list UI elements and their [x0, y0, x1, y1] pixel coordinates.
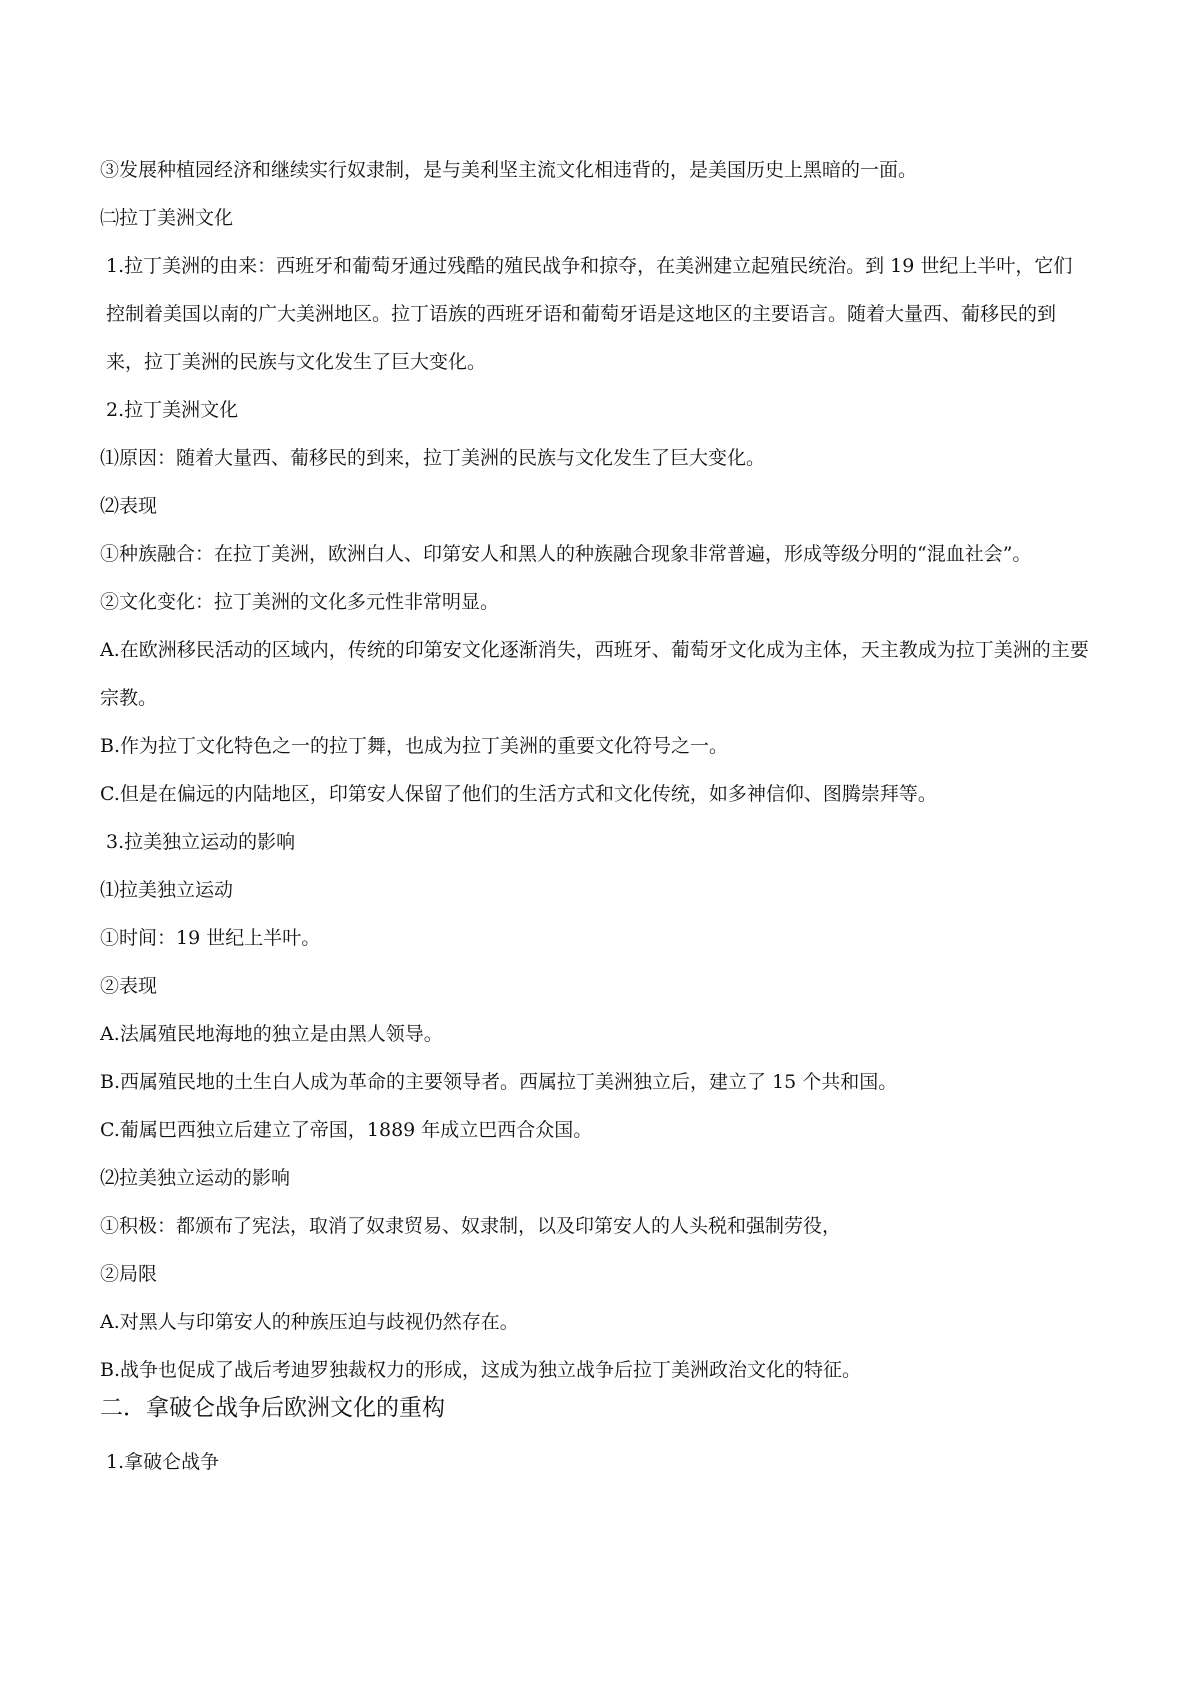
paragraph-cultural-change: ②文化变化：拉丁美洲的文化多元性非常明显。 [100, 591, 500, 613]
subheading-latin-american-culture: 2.拉丁美洲文化 [106, 399, 239, 421]
paragraph-point-a-european-migration: A.在欧洲移民活动的区域内，传统的印第安文化逐渐消失，西班牙、葡萄牙文化成为主体，天主教成为拉丁美洲的主要宗教。 [100, 639, 1089, 709]
subheading-independence-impact: 3.拉美独立运动的影响 [106, 831, 296, 853]
paragraph-point-a-racial-oppression: A.对黑人与印第安人的种族压迫与歧视仍然存在。 [100, 1311, 519, 1333]
paragraph-manifestation-label-2: ②表现 [100, 975, 158, 997]
paragraph-point-b-spanish-colonies: B.西属殖民地的土生白人成为革命的主要领导者。西属拉丁美洲独立后，建立了 15 个共和国。 [100, 1071, 898, 1093]
paragraph-independence-movement: ⑴拉美独立运动 [100, 879, 234, 901]
paragraph-independence-impact: ⑵拉美独立运动的影响 [100, 1167, 291, 1189]
document-body [100, 146, 1090, 1486]
paragraph-slavery-dark-side: ③发展种植园经济和继续实行奴隶制，是与美利坚主流文化相违背的，是美国历史上黑暗的一面。 [100, 159, 918, 181]
paragraph-cause: ⑴原因：随着大量西、葡移民的到来，拉丁美洲的民族与文化发生了巨大变化。 [100, 447, 766, 469]
paragraph-racial-fusion: ①种族融合：在拉丁美洲，欧洲白人、印第安人和黑人的种族融合现象非常普遍，形成等级分明的“混血社会”。 [100, 543, 1032, 565]
paragraph-manifestation-label: ⑵表现 [100, 495, 158, 517]
paragraph-point-c-brazil: C.葡属巴西独立后建立了帝国，1889 年成立巴西合众国。 [100, 1119, 593, 1141]
paragraph-time: ①时间：19 世纪上半叶。 [100, 927, 321, 949]
subheading-napoleonic-wars: 1.拿破仑战争 [106, 1451, 220, 1473]
heading-latin-american-culture: ㈡拉丁美洲文化 [100, 207, 234, 229]
paragraph-point-c-indigenous-traditions: C.但是在偏远的内陆地区，印第安人保留了他们的生活方式和文化传统，如多神信仰、图腾崇拜等。 [100, 783, 937, 805]
paragraph-point-b-caudillo: B.战争也促成了战后考迪罗独裁权力的形成，这成为独立战争后拉丁美洲政治文化的特征。 [100, 1359, 862, 1381]
paragraph-origin-latin-america: 1.拉丁美洲的由来：西班牙和葡萄牙通过残酷的殖民战争和掠夺，在美洲建立起殖民统治。到 19 世纪上半叶，它们控制着美国以南的广大美洲地区。拉丁语族的西班牙语和葡萄牙语是这地区的主要语言。随着大量西、葡移民的到来，拉丁美洲的民族与文化发生了巨大变化。 [106, 255, 1073, 373]
section-heading-post-napoleonic-europe: 二．拿破仑战争后欧洲文化的重构 [100, 1395, 445, 1421]
paragraph-point-a-haiti: A.法属殖民地海地的独立是由黑人领导。 [100, 1023, 443, 1045]
paragraph-positive: ①积极：都颁布了宪法，取消了奴隶贸易、奴隶制，以及印第安人的人头税和强制劳役， [100, 1215, 842, 1237]
paragraph-point-b-latin-dance: B.作为拉丁文化特色之一的拉丁舞，也成为拉丁美洲的重要文化符号之一。 [100, 735, 729, 757]
paragraph-limitations-label: ②局限 [100, 1263, 158, 1285]
